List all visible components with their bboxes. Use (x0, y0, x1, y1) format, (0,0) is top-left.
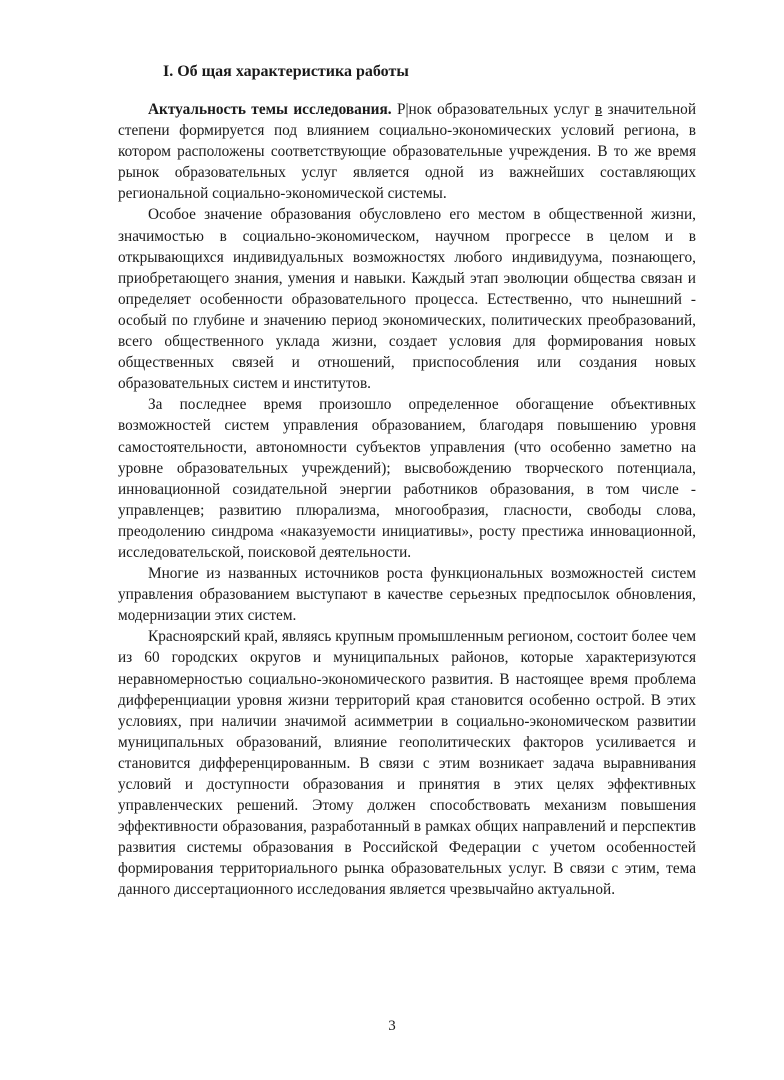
paragraph-krasnoyarsk-region: Красноярский край, являясь крупным промышленным регионом, состоит более чем из 60 городских округов и муниципальных районов, которые характеризуются неравномерностью социально-экономического развития. В настоящее время проблема дифференциации уровня жизни территорий края становится особенно острой. В этих условиях, при наличии значимой асимметрии в социально-экономическом развитии муниципальных образований, влияние геополитических факторов усиливается и становится дифференцированным. В связи с этим возникает задача выравнивания условий и доступности образования и принятия в этих целях эффективных управленческих решений. Этому должен способствовать механизм повышения эффективности образования, разработанный в рамках общих направлений и перспектив развития системы образования в Российской Федерации с учетом особенностей формирования территориального рынка образовательных услуг. В связи с этим, тема данного диссертационного исследования является чрезвычайно актуальной. (118, 628, 696, 899)
paragraph-text-underlined: в (595, 101, 603, 118)
paragraph-text: Р|нок образовательных услуг (391, 101, 595, 118)
page-number: 3 (388, 1018, 396, 1034)
paragraph-lead-title: Актуальность темы исследования. (148, 101, 392, 118)
paragraph-text: значительной степени формируется под влиянием социально-экономических условий региона, в котором расположены соответствующие образовательные учреждения. В то же время рынок образовательных услуг является одной из важнейших составляющих региональной социально-экономической системы. (118, 101, 697, 203)
section-body (118, 99, 696, 901)
paragraph-management-systems: За последнее время произошло определенное обогащение объективных возможностей систем управления образованием, благодаря повышению уровня самостоятельности, автономности субъектов управления (что особенно заметно на уровне образовательных учреждений); высвобождению творческого потенциала, инновационной созидательной энергии работников образования, в том числе - управленцев; развитию плюрализма, многообразия, гласности, свободы слова, преодолению синдрома «наказуемости инициативы», росту престижа инновационной, исследовательской, поисковой деятельности. (118, 396, 696, 561)
paragraph-growth-sources: Многие из названных источников роста функциональных возможностей систем управления образованием выступают в качестве серьезных предпосылок обновления, модернизации этих систем. (118, 565, 696, 625)
section-heading: I. Об щая характеристика работы (163, 63, 409, 80)
paragraph-education-importance: Особое значение образования обусловлено его местом в общественной жизни, значимостью в социально-экономическом, научном прогрессе в целом и в открывающихся индивидуальных возможностях любого индивидуума, познающего, приобретающего знания, умения и навыки. Каждый этап эволюции общества связан и определяет особенности образовательного процесса. Естественно, что нынешний - особый по глубине и значению период экономических, политических преобразований, всего общественного уклада жизни, создает условия для формирования новых общественных связей и отношений, приспособления или создания новых образовательных систем и институтов. (118, 206, 696, 393)
paragraph-relevance (118, 99, 696, 204)
